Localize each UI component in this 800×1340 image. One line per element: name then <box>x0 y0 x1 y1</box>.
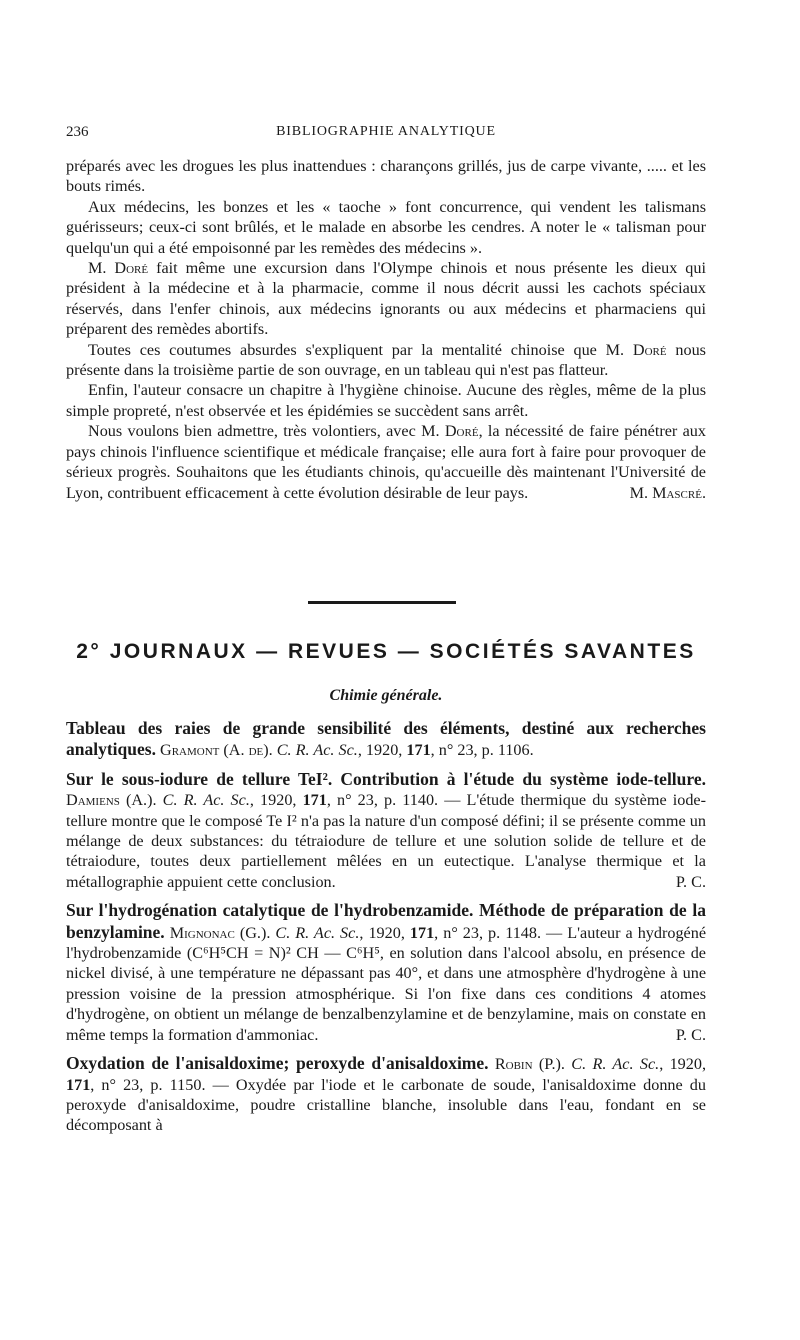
author-name: Doré <box>444 422 479 441</box>
author-name: M. Doré <box>88 259 149 278</box>
review-paragraph-1: préparés avec les drogues les plus inattendues : charançons grillés, jus de carpe vivante, ..... et les bouts rimés. <box>66 157 706 196</box>
entry-volume: 171 <box>302 791 327 810</box>
bibliography-entry <box>66 769 706 892</box>
review-paragraph-4 <box>66 340 706 381</box>
entry-volume: 171 <box>409 923 435 942</box>
review-paragraph-2: Aux médecins, les bonzes et les « taoche » font concurrence, qui vendent les talismans guérisseurs; ceux-ci sont brûlés, et le malade en absorbe les cendres. A noter le « talisman pour quelqu'un qui a été empoisonné par les remèdes des médecins ». <box>66 197 706 257</box>
entry-author: Damiens (A.). <box>66 791 157 810</box>
entry-title: Oxydation de l'anisaldoxime; peroxyde d'anisaldoxime. <box>66 1053 489 1074</box>
review-body <box>66 156 706 503</box>
entry-reference: , 1920, <box>249 791 303 810</box>
paragraph-text: Nous voulons bien admettre, très volontiers, avec M. <box>88 422 445 441</box>
entry-author: Robin (P.). <box>494 1055 565 1074</box>
entry-reference: , n° 23, p. 1106. <box>430 741 534 760</box>
entry-reference: , n° 23, p. 1140. — <box>326 791 467 810</box>
entry-title: Sur le sous-iodure de tellure TeI². Contribution à l'étude du système iode-tellure. <box>66 768 706 789</box>
subsection-title: Chimie générale. <box>329 687 443 704</box>
bibliography-entry <box>66 1053 706 1136</box>
review-paragraph-6 <box>66 421 706 503</box>
entry-abstract: L'étude thermique du système iode-tellure montre que le composé Te I² n'a pas la nature d'un composé défini; il se présente comme un mélange de deux substances: du tétraiodure de tellure et une solution solide de tellure et de tétraiodure, toutes deux partiellement mêlées en un eutectique. L'analyse thermique et la métallographie appuient cette conclusion. <box>66 791 707 891</box>
entry-abstract: Oxydée par l'iode et le carbonate de soude, l'anisaldoxime donne du peroxyde d'anisaldoxime, poudre cristalline blanche, insoluble dans l'eau, fondant en se décomposant à <box>66 1075 706 1135</box>
author-name: Doré <box>632 340 667 359</box>
entry-volume: 171 <box>66 1075 91 1094</box>
entry-author: Gramont (A. de). <box>160 741 273 760</box>
paragraph-text: nous présente dans la troisième partie de son ouvrage, en un tableau qui n'est pas flatteur. <box>66 340 706 380</box>
bibliography-entry <box>66 718 706 761</box>
entry-reference: , 1920, <box>359 923 410 942</box>
entry-title: Sur l'hydrogénation catalytique de l'hydrobenzamide. Méthode de préparation de la benzylamine. <box>66 900 706 942</box>
entry-journal: C. R. Ac. Sc. <box>276 741 358 760</box>
section-divider <box>308 601 456 604</box>
bibliography-entry <box>66 900 706 1045</box>
entry-signature: P. C. <box>675 1025 706 1044</box>
paragraph-text: Toutes ces coutumes absurdes s'expliquent par la mentalité chinoise que M. <box>88 340 633 359</box>
paragraph-text: fait même une excursion dans l'Olympe chinois et nous présente les dieux qui président à la médecine et à la pharmacie, comme il nous décrit aussi les cachots spéciaux réservés, dans l'enfer chinois, aux médecins ignorants ou aux médecins et pharmaciens qui préparent des remèdes abortifs. <box>66 259 706 339</box>
entry-reference: , n° 23, p. 1150. — <box>90 1075 236 1094</box>
entry-abstract: L'auteur a hydrogéné l'hydrobenzamide (C⁶H⁵CH = N)² CH — C⁶H⁵, en solution dans l'alcool absolu, en présence de nickel divisé, à une température ne dépassant pas 40°, et dans une atmosphère d'hydrogène à une pression voisine de la pression atmosphérique. Si l'on fixe dans ces conditions 4 atomes d'hydrogène, on obtient un mélange de benzalbenzylamine et de benzylamine, mais on constate en même temps la formation d'ammoniac. <box>66 923 707 1044</box>
running-head: BIBLIOGRAPHIE ANALYTIQUE <box>276 124 496 139</box>
entry-journal: C. R. Ac. Sc. <box>275 923 360 942</box>
entry-title: Tableau des raies de grande sensibilité des éléments, destiné aux recherches analytiques. <box>66 718 706 760</box>
page-number: 236 <box>66 124 89 140</box>
entry-reference: , 1920, <box>357 741 407 760</box>
bibliography-entries <box>66 718 706 1144</box>
entry-reference: , n° 23, p. 1148. — <box>434 923 568 942</box>
entry-volume: 171 <box>406 741 431 760</box>
section-title: 2° JOURNAUX — REVUES — SOCIÉTÉS SAVANTES <box>76 640 696 663</box>
paragraph-text: , la nécessité de faire pénétrer aux pays chinois l'influence scientifique et médicale française; elle aura fort à faire pour provoquer de sérieux progrès. Souhaitons que les étudiants chinois, qu'accueille dès maintenant l'Université de Lyon, contribuent efficacement à cette évolution désirable de leur pays. <box>66 422 706 502</box>
review-paragraph-3 <box>66 258 706 340</box>
review-signature: M. Mascré. <box>629 483 706 502</box>
entry-reference: , 1920, <box>659 1055 706 1074</box>
review-paragraph-5: Enfin, l'auteur consacre un chapitre à l'hygiène chinoise. Aucune des règles, même de la plus simple propreté, n'est observée et les épidémies se succèdent sans arrêt. <box>66 381 706 420</box>
entry-signature: P. C. <box>675 872 706 891</box>
page-header <box>66 124 706 144</box>
entry-journal: C. R. Ac. Sc. <box>162 791 250 810</box>
entry-journal: C. R. Ac. Sc. <box>571 1055 660 1074</box>
entry-author: Mignonac (G.). <box>169 923 271 942</box>
